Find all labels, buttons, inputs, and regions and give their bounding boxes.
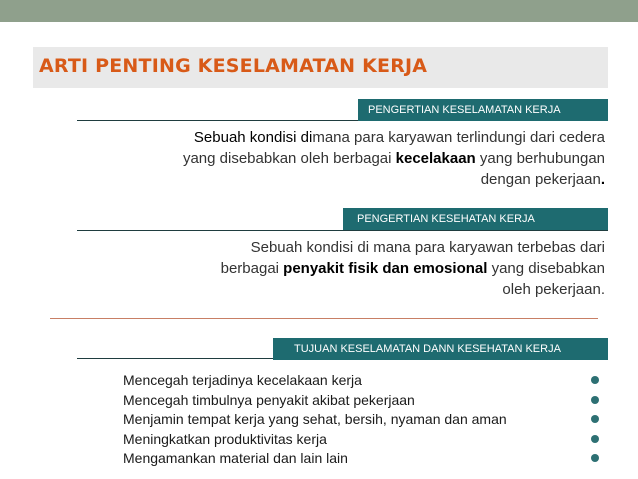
section2-rule	[77, 230, 608, 231]
section1-label: PENGERTIAN KESELAMATAN KERJA	[358, 99, 608, 121]
bullet-dot-icon	[591, 415, 599, 423]
page-title: ARTI PENTING KESELAMATAN KERJA	[39, 55, 428, 77]
top-band	[0, 0, 638, 22]
title-banner	[33, 47, 608, 88]
list-item: Meningkatkan produktivitas kerja	[123, 430, 327, 447]
bullet-dot-icon	[591, 435, 599, 443]
section1-definition	[105, 127, 605, 190]
section2-label: PENGERTIAN KESEHATAN KERJA	[343, 208, 608, 230]
section2-line2: berbagai penyakit fisik dan emosional yang disebabkan	[220, 260, 605, 277]
bullet-dot-icon	[591, 396, 599, 404]
list-item: Mencegah timbulnya penyakit akibat pekerjaan	[123, 391, 415, 408]
bullet-dot-icon	[591, 454, 599, 462]
goals-list	[123, 371, 507, 469]
keyword-penyakit: penyakit fisik dan emosional	[283, 260, 488, 277]
section2-line3: oleh pekerjaan.	[502, 281, 605, 298]
section1-line2: yang disebabkan oleh berbagai kecelakaan yang berhubungan	[182, 150, 605, 167]
list-item: Mengamankan material dan lain lain	[123, 450, 348, 466]
keyword-kecelakaan: kecelakaan	[395, 150, 476, 167]
section1-line1: Sebuah kondisi dimana para karyawan terlindungi dari cedera	[193, 129, 605, 146]
section-divider	[50, 318, 598, 319]
bullet-dot-icon	[591, 376, 599, 384]
list-item: Mencegah terjadinya kecelakaan kerja	[123, 372, 362, 388]
section2-definition	[125, 237, 605, 300]
section2-line1: Sebuah kondisi di mana para karyawan terbebas dari	[250, 239, 605, 256]
section3-label: TUJUAN KESELAMATAN DANN KESEHATAN KERJA	[273, 338, 608, 360]
section1-line3: dengan pekerjaan.	[480, 171, 605, 188]
list-item: Menjamin tempat kerja yang sehat, bersih, nyaman dan aman	[123, 411, 507, 427]
